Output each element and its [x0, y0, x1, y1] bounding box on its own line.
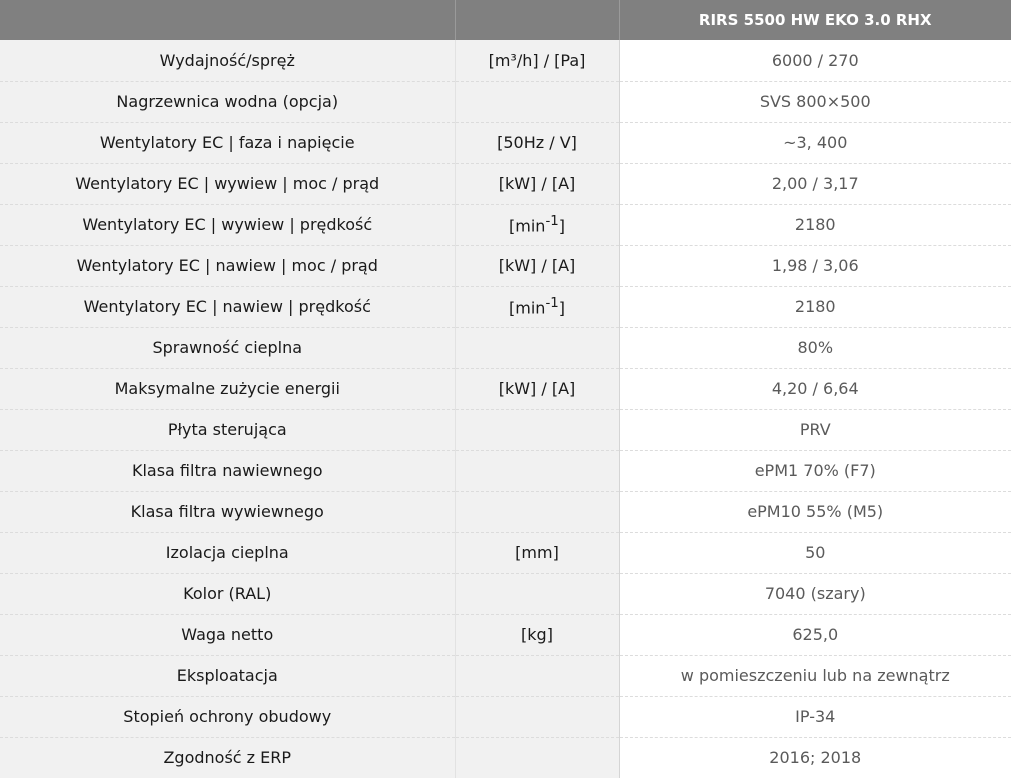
unit-cell: [mm] — [455, 532, 619, 573]
table-row — [0, 40, 1011, 81]
table-row — [0, 614, 1011, 655]
unit-cell: [50Hz / V] — [455, 122, 619, 163]
spec-rows — [0, 40, 1011, 778]
param-cell: Sprawność cieplna — [0, 327, 455, 368]
param-cell: Waga netto — [0, 614, 455, 655]
value-cell: SVS 800×500 — [619, 81, 1011, 122]
unit-cell: [m³/h] / [Pa] — [455, 40, 619, 81]
unit-cell: [kW] / [A] — [455, 368, 619, 409]
param-cell: Wentylatory EC | nawiew | prędkość — [0, 286, 455, 327]
param-cell: Maksymalne zużycie energii — [0, 368, 455, 409]
table-row — [0, 655, 1011, 696]
value-cell: 2180 — [619, 286, 1011, 327]
unit-cell — [455, 491, 619, 532]
table-row — [0, 163, 1011, 204]
table-header-row — [0, 0, 1011, 40]
table-row — [0, 737, 1011, 778]
param-cell: Zgodność z ERP — [0, 737, 455, 778]
unit-cell: $[\min^{-1}]$ — [455, 286, 619, 327]
value-cell: ePM1 70% (F7) — [619, 450, 1011, 491]
value-cell: 2016; 2018 — [619, 737, 1011, 778]
param-cell: Płyta sterująca — [0, 409, 455, 450]
unit-cell — [455, 409, 619, 450]
table-row — [0, 204, 1011, 245]
value-cell: 2,00 / 3,17 — [619, 163, 1011, 204]
table-row — [0, 491, 1011, 532]
unit-cell — [455, 655, 619, 696]
table-row — [0, 81, 1011, 122]
unit-cell — [455, 573, 619, 614]
value-cell: ePM10 55% (M5) — [619, 491, 1011, 532]
param-cell: Nagrzewnica wodna (opcja) — [0, 81, 455, 122]
param-cell: Wentylatory EC | nawiew | moc / prąd — [0, 245, 455, 286]
value-cell: 80% — [619, 327, 1011, 368]
value-cell: ~3, 400 — [619, 122, 1011, 163]
table-row — [0, 286, 1011, 327]
unit-exponent: -1 — [545, 213, 559, 229]
table-row — [0, 368, 1011, 409]
param-cell: Wydajność/spręż — [0, 40, 455, 81]
table-row — [0, 573, 1011, 614]
header-unit-cell — [455, 0, 619, 40]
unit-cell: [kW] / [A] — [455, 163, 619, 204]
table-row — [0, 327, 1011, 368]
table-row — [0, 532, 1011, 573]
value-cell: 4,20 / 6,64 — [619, 368, 1011, 409]
value-cell: 1,98 / 3,06 — [619, 245, 1011, 286]
value-cell: 625,0 — [619, 614, 1011, 655]
table-row — [0, 450, 1011, 491]
param-cell: Stopień ochrony obudowy — [0, 696, 455, 737]
table-row — [0, 409, 1011, 450]
unit-cell — [455, 450, 619, 491]
unit-cell: $[\min^{-1}]$ — [455, 204, 619, 245]
value-cell: 2180 — [619, 204, 1011, 245]
unit-cell — [455, 327, 619, 368]
unit-cell: [kW] / [A] — [455, 245, 619, 286]
unit-cell — [455, 81, 619, 122]
value-cell: IP-34 — [619, 696, 1011, 737]
param-cell: Klasa filtra nawiewnego — [0, 450, 455, 491]
param-cell: Izolacja cieplna — [0, 532, 455, 573]
param-cell: Eksploatacja — [0, 655, 455, 696]
value-cell: 7040 (szary) — [619, 573, 1011, 614]
value-cell: w pomieszczeniu lub na zewnątrz — [619, 655, 1011, 696]
value-cell: 50 — [619, 532, 1011, 573]
value-cell: 6000 / 270 — [619, 40, 1011, 81]
param-cell: Wentylatory EC | faza i napięcie — [0, 122, 455, 163]
table-row — [0, 245, 1011, 286]
param-cell: Wentylatory EC | wywiew | prędkość — [0, 204, 455, 245]
header-param-cell — [0, 0, 455, 40]
param-cell: Kolor (RAL) — [0, 573, 455, 614]
unit-cell — [455, 737, 619, 778]
param-cell: Klasa filtra wywiewnego — [0, 491, 455, 532]
table-row — [0, 122, 1011, 163]
header-model-name: RIRS 5500 HW EKO 3.0 RHX — [619, 0, 1011, 40]
unit-cell: [kg] — [455, 614, 619, 655]
value-cell: PRV — [619, 409, 1011, 450]
unit-cell — [455, 696, 619, 737]
unit-exponent: -1 — [545, 295, 559, 311]
table-row — [0, 696, 1011, 737]
param-cell: Wentylatory EC | wywiew | moc / prąd — [0, 163, 455, 204]
